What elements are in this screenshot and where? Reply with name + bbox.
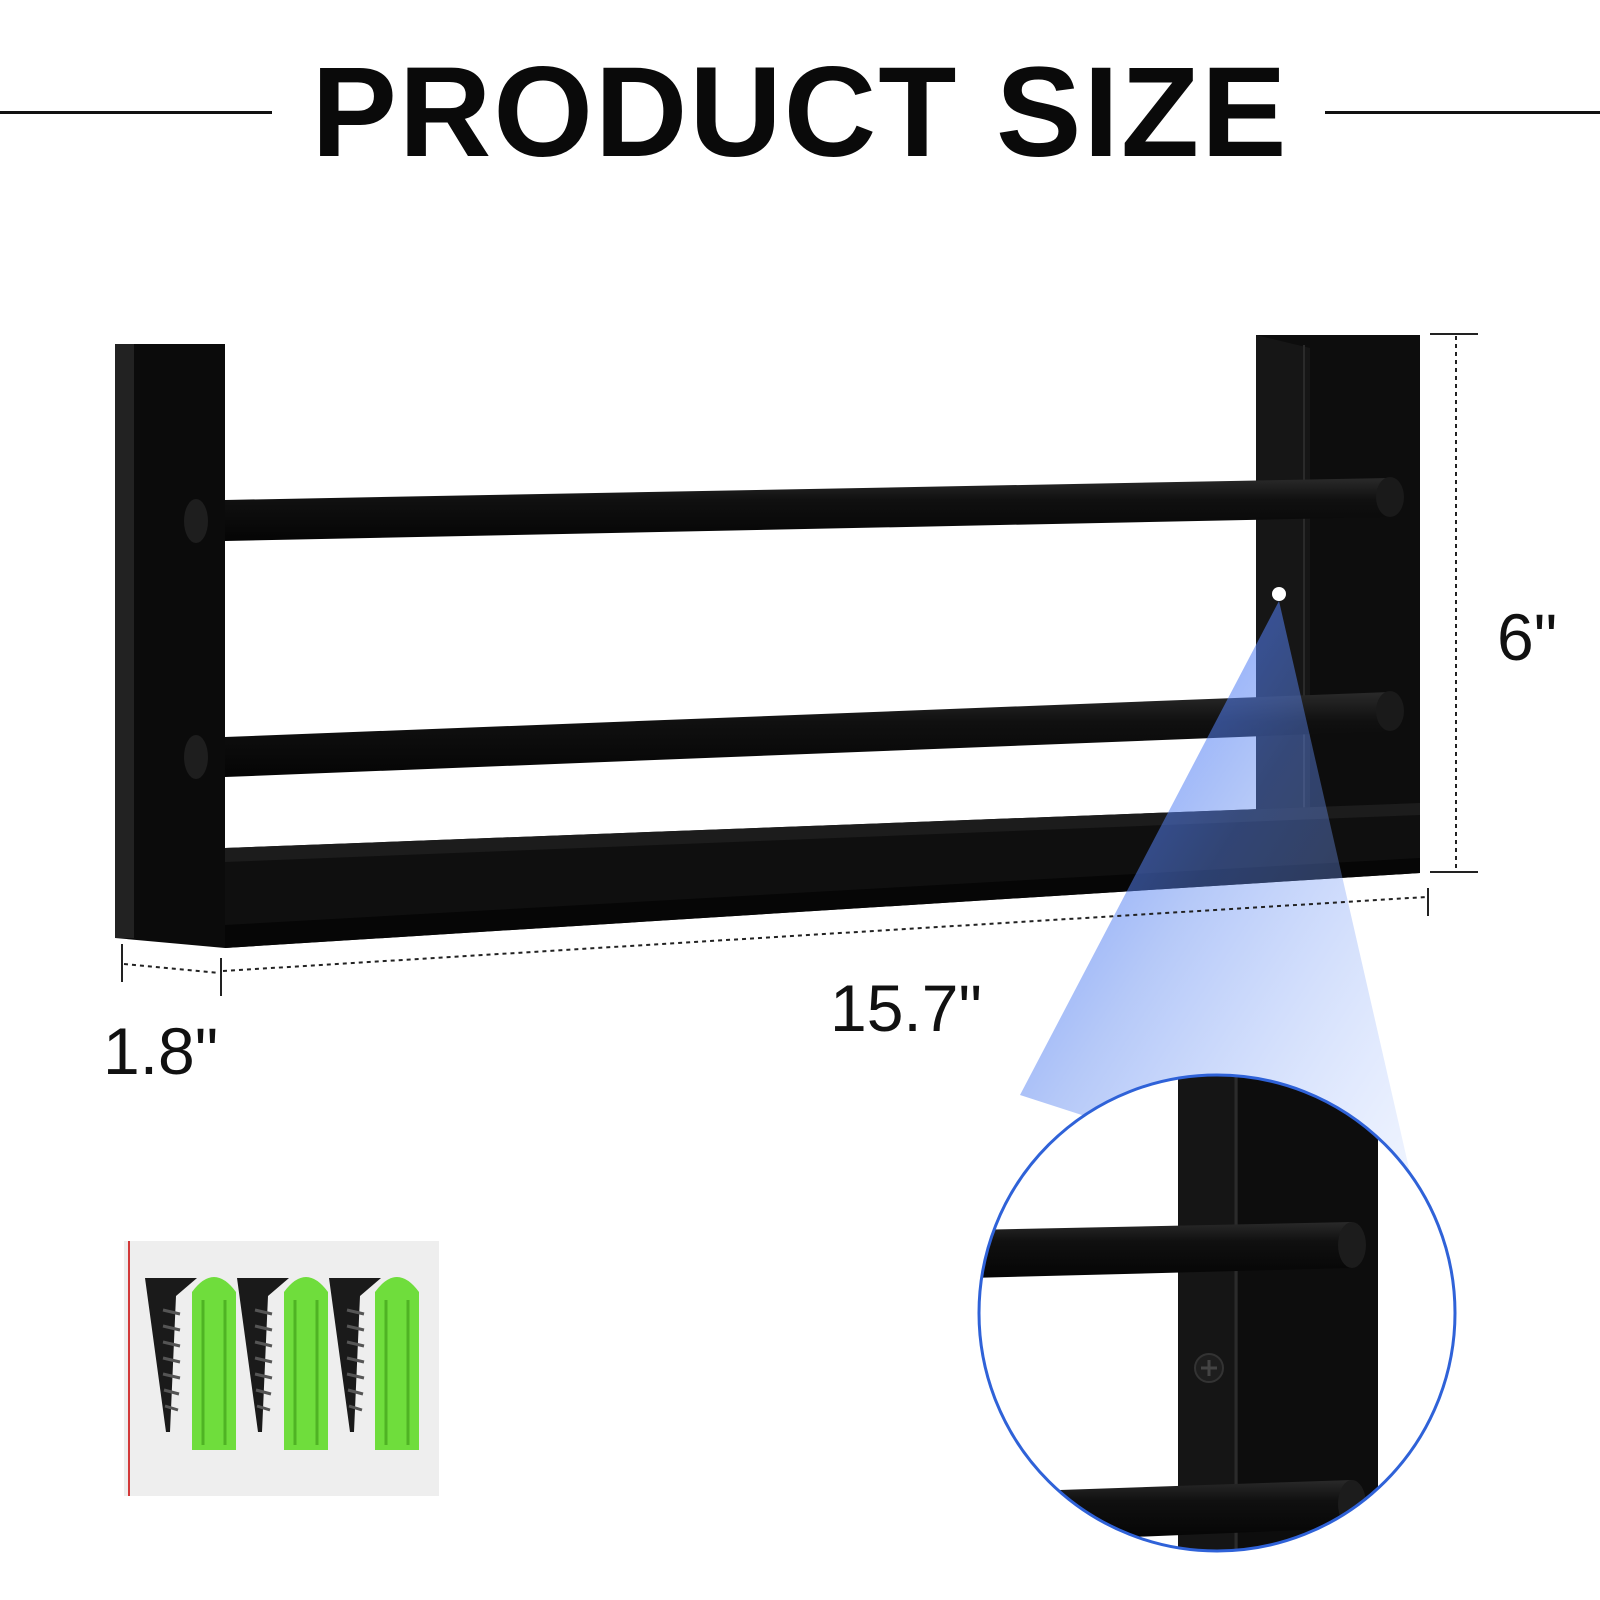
hardware-kit <box>124 1241 439 1496</box>
width-label: 15.7" <box>830 971 982 1045</box>
height-dimension-line <box>1430 334 1478 872</box>
left-bracket <box>115 344 225 948</box>
wall-anchor-icon <box>284 1277 328 1450</box>
rod-top <box>225 477 1404 541</box>
page-title: PRODUCT SIZE <box>311 41 1289 184</box>
height-label: 6" <box>1497 600 1558 674</box>
depth-label: 1.8" <box>103 1014 219 1088</box>
wall-anchor-icon <box>375 1277 419 1450</box>
wall-anchor-icon <box>192 1277 236 1450</box>
mounting-hole <box>1272 587 1286 601</box>
depth-dimension-line <box>122 944 219 982</box>
